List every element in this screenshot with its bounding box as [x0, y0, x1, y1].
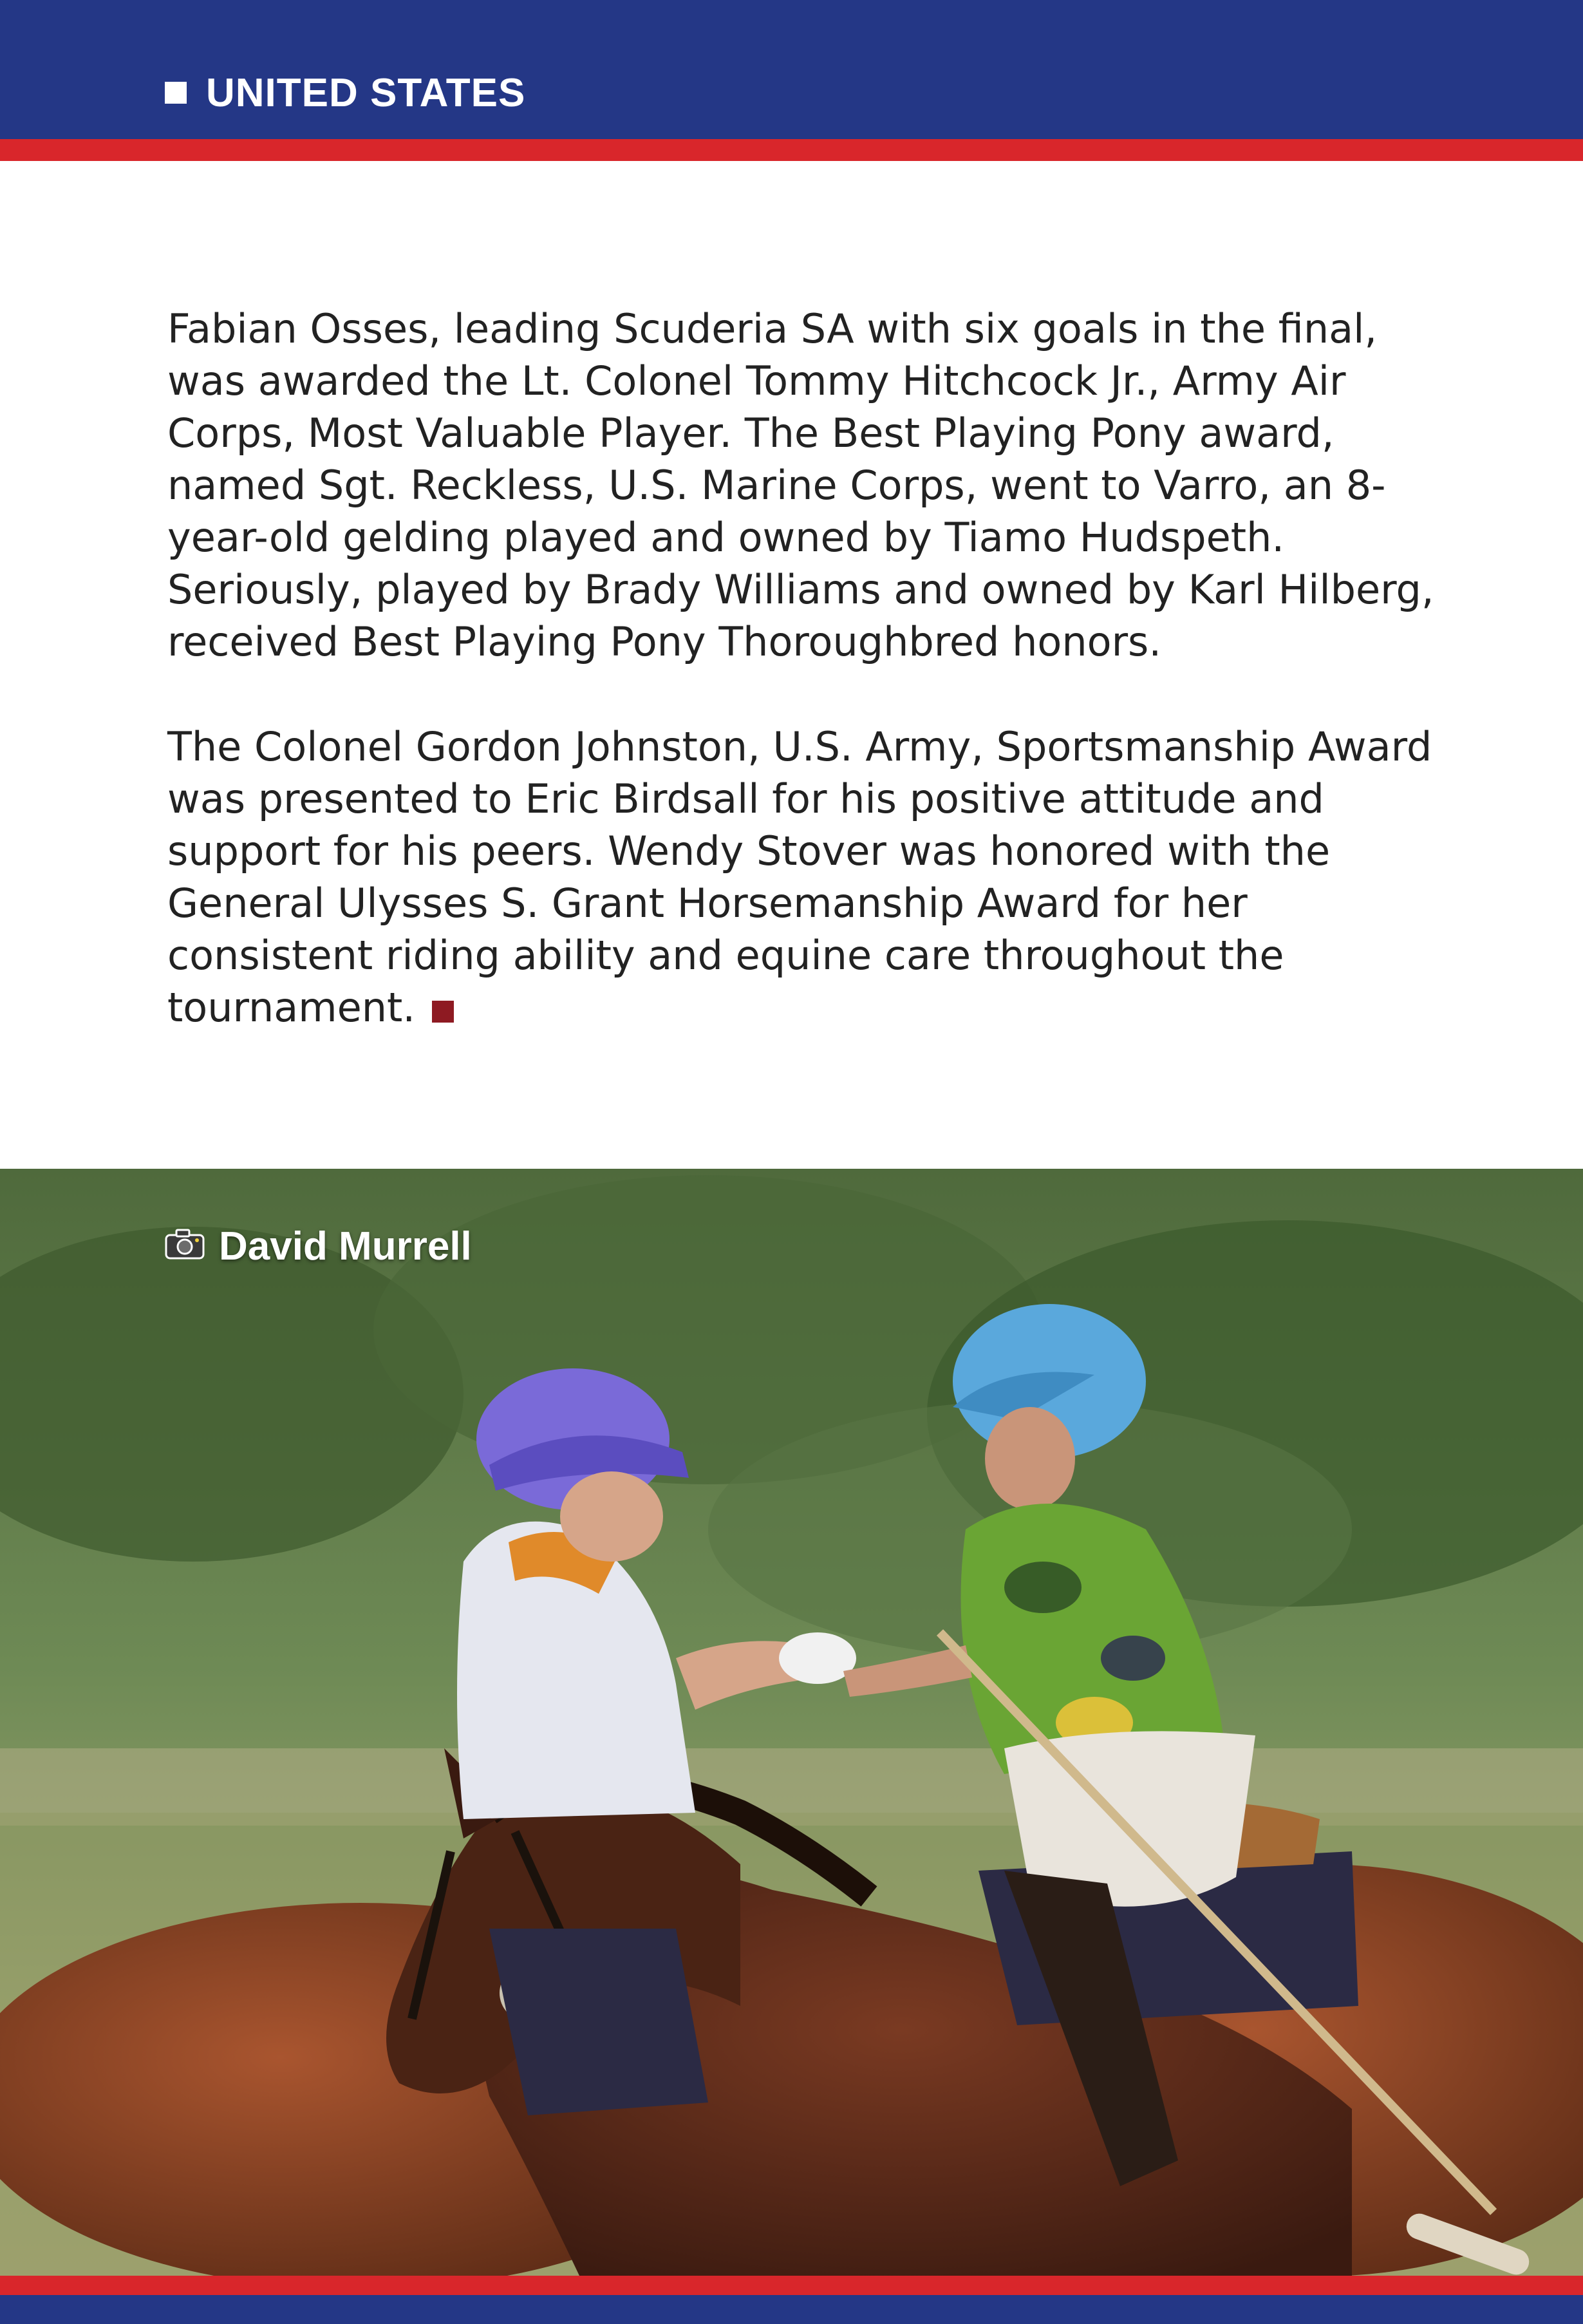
section-label-text: UNITED STATES: [206, 70, 526, 115]
polo-photo-illustration: [0, 1169, 1583, 2276]
footer-stripe: [0, 2276, 1583, 2295]
article-body: [167, 303, 1442, 1086]
header-stripe: [0, 139, 1583, 161]
article-paragraph: The Colonel Gordon Johnston, U.S. Army, Sportsmanship Award was presented to Eric Birdsall for his positive attitude and support for his peers. Wendy Stover was honored with the General Ulysses S. Grant Horsemanship Award for her consistent riding ability and equine care throughout the tournament.: [167, 723, 1432, 1031]
square-icon: [165, 82, 187, 104]
photo-credit-text: David Murrell: [219, 1224, 472, 1269]
polo-photo: [0, 1169, 1583, 2276]
end-mark-icon: [432, 1001, 454, 1023]
article-paragraph: Fabian Osses, leading Scuderia SA with six goals in the final, was awarded the Lt. Colonel Tommy Hitchcock Jr., Army Air Corps, Most Valuable Player. The Best Playing Pony award, named Sgt. Reckless, U.S. Marine Corps, went to Varro, an 8-year-old gelding played and owned by Tiamo Hudspeth. Seriously, played by Brady Williams and owned by Karl Hilberg, received Best Playing Pony Thoroughbred honors.: [167, 305, 1434, 665]
section-label: [165, 67, 525, 118]
photo-credit: [165, 1223, 472, 1269]
footer-bar: [0, 2295, 1583, 2324]
camera-icon: [165, 1223, 205, 1269]
